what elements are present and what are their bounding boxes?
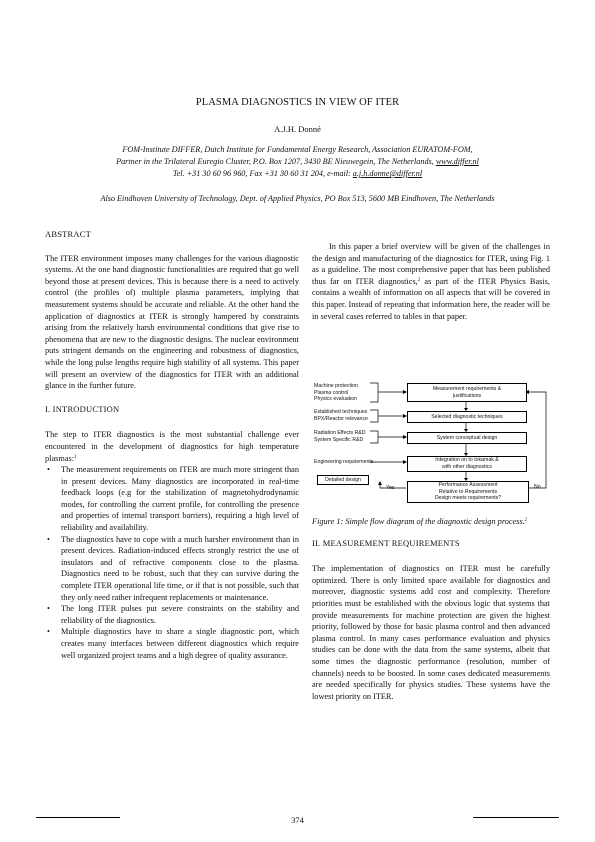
page-number: 374 xyxy=(291,815,304,825)
box-line: Relative to Requirements xyxy=(438,488,498,495)
performance-assessment-box xyxy=(407,481,529,503)
box-line: Detailed design xyxy=(325,476,361,483)
box-line: System conceptual design xyxy=(436,434,498,441)
reference-marker: 2 xyxy=(417,277,421,283)
author-email-link[interactable]: a.j.h.donne@differ.nl xyxy=(352,169,423,178)
section-2-heading: II. MEASUREMENT REQUIREMENTS xyxy=(312,537,460,548)
reference-marker: 1 xyxy=(74,454,77,460)
box-line: justifications xyxy=(452,392,482,399)
detailed-design-box xyxy=(317,475,369,485)
flow-diagram xyxy=(310,378,555,503)
overview-text: In this paper a brief overview will be given of the challenges in the design and manufacturing of the diagnostics for ITER, using Fig. 1 as a guideline. The most comprehensive paper that has been published thus far on ITER diagnostics, xyxy=(312,242,550,286)
selected-techniques-box xyxy=(407,411,527,423)
reference-marker: 2 xyxy=(524,518,528,523)
list-item-text: The long ITER pulses put severe constraints on the stability and reliability of the diagnostics. xyxy=(61,604,299,625)
box-line: Performance Assessment xyxy=(438,482,498,489)
affiliation-line-2 xyxy=(0,157,595,166)
bullet-icon: • xyxy=(47,627,50,637)
introduction-heading: I. INTRODUCTION xyxy=(45,403,120,414)
figure-caption xyxy=(312,516,550,528)
list-item xyxy=(45,464,299,534)
author-name: A.J.H. Donné xyxy=(274,124,321,134)
affiliation-secondary: Also Eindhoven University of Technology, Dept. of Applied Physics, PO Box 513, 5600 MB Eindhoven, The Netherlands xyxy=(100,194,495,203)
list-item-text: The measurement requirements on ITER are much more stringent than in present devices. Many diagnostics are incorporated in real-time feedback loops (e.g for the stabilization of magnetohydrodynamic modes, for controlling the current profile, for controlling the presence and properties of internal transport barriers), requiring a high level of reliability and availability. xyxy=(61,465,299,533)
bullet-icon: • xyxy=(47,604,50,614)
diagram-label-group-3 xyxy=(314,430,366,443)
box-line: Design meets requirements? xyxy=(434,495,502,502)
caption-text: Figure 1: Simple flow diagram of the diagnostic design process. xyxy=(312,517,525,526)
introduction-text xyxy=(45,429,299,464)
affiliation-line-1: FOM-Institute DIFFER, Dutch Institute for Fundamental Energy Research, Association EURATOM-FOM, xyxy=(122,145,473,154)
abstract-heading: ABSTRACT xyxy=(45,229,91,239)
diagram-label-group-2 xyxy=(314,409,368,422)
overview-text-rest: as part of the ITER Physics Basis, contains a wealth of information on all aspects that will be covered in this paper. Instead of repeating that information here, the reader will be in several cases referred to tables in that paper. xyxy=(312,276,550,321)
measurement-requirements-box xyxy=(407,383,527,402)
diagram-label-group-1 xyxy=(314,383,358,403)
conceptual-design-box xyxy=(407,432,527,444)
integration-box xyxy=(407,456,527,472)
right-column-body xyxy=(312,516,550,702)
diagram-label: BPX/Reactor relevance xyxy=(314,415,368,422)
box-line: with other diagnostics xyxy=(442,464,492,470)
diagram-label: Physics evaluation xyxy=(314,396,357,403)
bullet-icon: • xyxy=(47,465,50,475)
diagram-label: Established techniques xyxy=(314,409,368,415)
right-column-intro xyxy=(312,241,550,322)
list-item xyxy=(45,603,299,626)
box-line: Selected diagnostic techniques xyxy=(431,413,503,420)
challenge-list xyxy=(45,464,299,661)
diagram-label: System Specific R&D xyxy=(314,436,364,443)
affiliation-line-3 xyxy=(0,169,595,178)
overview-paragraph xyxy=(312,241,550,322)
left-column xyxy=(45,229,299,661)
diagram-label: Machine protection xyxy=(314,383,358,389)
introduction-body: The step to ITER diagnostics is the most substantial challenge ever encountered in the development of diagnostics for high temperature plasmas: xyxy=(45,430,299,463)
section-2-text: The implementation of diagnostics on ITER must be carefully optimized. There is only limited space available for diagnostics and moreover, diagnostic systems add cost and complexity. Therefore priorities must be established with the obvious logic that systems that provide measurements for machine protection are given the highest priority, followed by those for basic plasma control and then advanced plasma control. In many cases performance evaluation and physics studies can be done with the data from the same systems, albeit that some times the diagnostic performance (resolution, number of channels) needs to be boosted. In some cases dedicated measurements are needed specifically for physics studies. These systems have the lowest priority on ITER. xyxy=(312,564,550,701)
yes-label: Yes xyxy=(386,485,395,491)
list-item-text: Multiple diagnostics have to share a single diagnostic port, which creates many interfaces between different diagnostics which require well organized project teams and a high degree of quality assurance. xyxy=(61,627,299,660)
no-label: No xyxy=(534,484,541,490)
affiliation-contact: Tel. +31 30 60 96 960, Fax +31 30 60 31 204, e-mail: xyxy=(172,169,353,178)
list-item xyxy=(45,534,299,604)
bullet-icon: • xyxy=(47,534,50,544)
list-item xyxy=(45,626,299,661)
box-line: Integration on to tokamak & xyxy=(435,457,499,464)
abstract-text: The ITER environment imposes many challenges for the various diagnostic systems. At the one hand diagnostic functionalities are required that go well beyond those at present devices. This is because there is a need to actively control (the profiles of) multiple plasma parameters, implying that measurement systems should be accurate and reliable. At the other hand the application of diagnostics at ITER is strongly hampered by constraints arising from the relatively harsh environmental conditions that give rise to phenomena that are new to the diagnostic designs. The nuclear environment puts stringent demands on the engineering and robustness of diagnostics, while the long pulse lengths require high stability of all systems. This paper will present an overview of the diagnostics for ITER with an additional glance in the further future. xyxy=(45,253,299,391)
list-item-text: The diagnostics have to cope with a much harsher environment than in present devices. Radiation-induced effects strongly restrict the use of insulators and of refractive components close to the plasma. Diagnostics need to be robust, such that they can survive during the complete ITER operational life time, or if that is not possible, such that they only need rather infrequent replacements or maintenance. xyxy=(61,534,299,602)
institute-website-link[interactable]: www.differ.nl xyxy=(435,157,479,166)
box-line: Measurement requirements & xyxy=(432,385,502,392)
diagram-label: Radiation Effects R&D xyxy=(314,430,366,436)
affiliation-address: Partner in the Trilateral Euregio Cluster, P.O. Box 1207, 3430 BE Nieuwegein, The Netherlands, xyxy=(116,157,436,166)
diagram-label-group-4 xyxy=(314,459,373,466)
diagram-label: Engineering requirements xyxy=(314,459,374,465)
paper-title: PLASMA DIAGNOSTICS IN VIEW OF ITER xyxy=(195,97,400,108)
diagram-label: Plasma control xyxy=(314,389,349,396)
